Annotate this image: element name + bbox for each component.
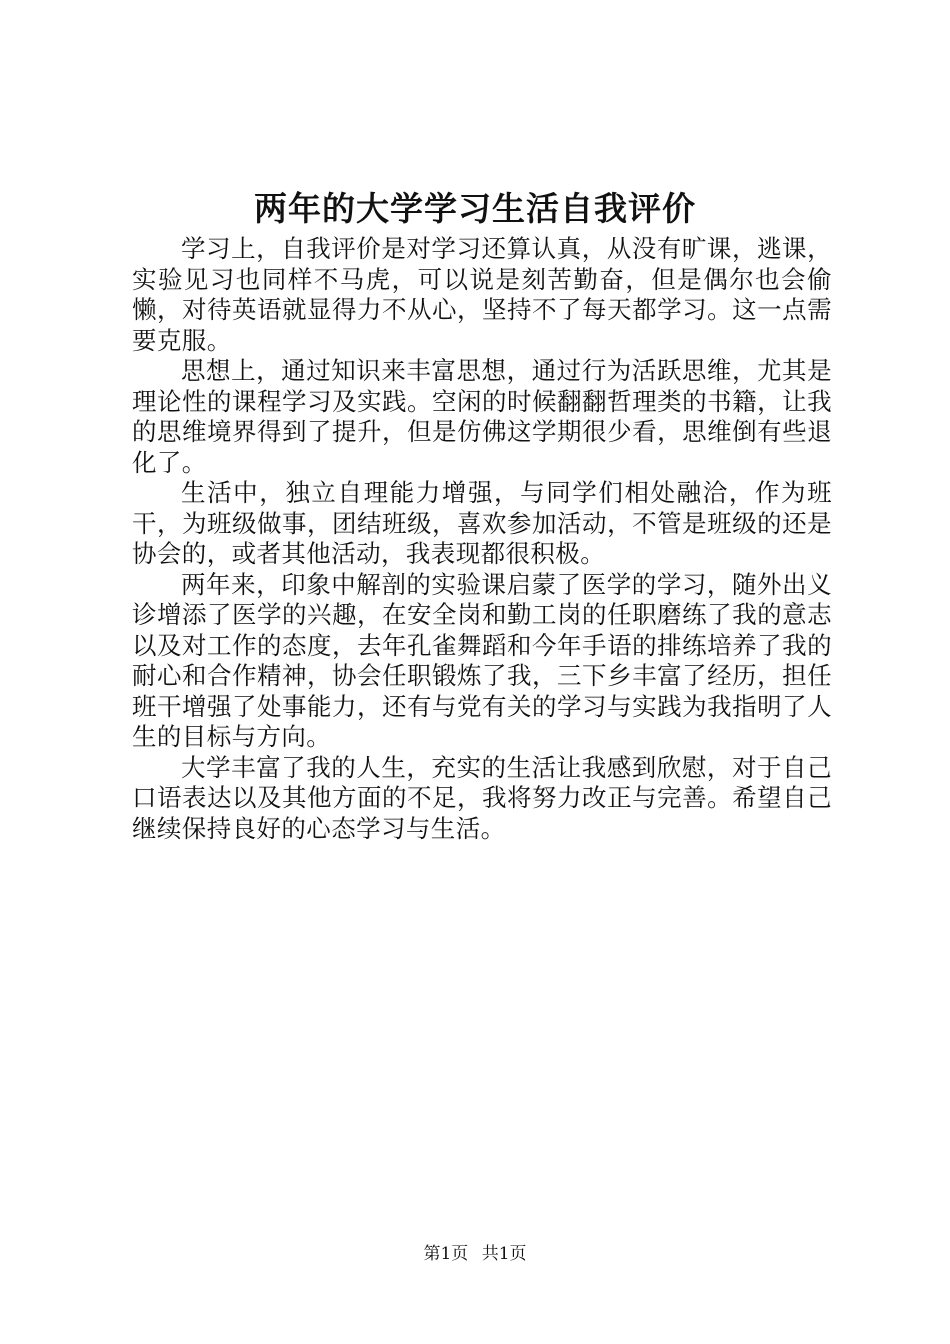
paragraph-study: 学习上，自我评价是对学习还算认真，从没有旷课，逃课，实验见习也同样不马虎，可以说是刻苦勤奋，但是偶尔也会偷懒，对待英语就显得力不从心，坚持不了每天都学习。这一点需要克服。	[132, 234, 832, 355]
page-footer	[0, 1242, 950, 1266]
paragraph-conclusion: 大学丰富了我的人生，充实的生活让我感到欣慰，对于自己口语表达以及其他方面的不足，我将努力改正与完善。希望自己继续保持良好的心态学习与生活。	[132, 752, 832, 843]
document-title: 两年的大学学习生活自我评价	[254, 189, 696, 228]
page-number: 第1页	[423, 1244, 469, 1264]
paragraph-two-years: 两年来，印象中解剖的实验课启蒙了医学的学习，随外出义诊增添了医学的兴趣，在安全岗和勤工岗的任职磨练了我的意志以及对工作的态度，去年孔雀舞蹈和今年手语的排练培养了我的耐心和合作精神，协会任职锻炼了我，三下乡丰富了经历，担任班干增强了处事能力，还有与党有关的学习与实践为我指明了人生的目标与方向。	[132, 569, 832, 751]
paragraph-life: 生活中，独立自理能力增强，与同学们相处融洽，作为班干，为班级做事，团结班级，喜欢参加活动，不管是班级的还是协会的，或者其他活动，我表现都很积极。	[132, 478, 832, 568]
page-total: 共1页	[481, 1244, 527, 1264]
paragraph-thought: 思想上，通过知识来丰富思想，通过行为活跃思维，尤其是理论性的课程学习及实践。空闲的时候翻翻哲理类的书籍，让我的思维境界得到了提升，但是仿佛这学期很少看，思维倒有些退化了。	[132, 356, 832, 477]
document-body	[132, 234, 832, 844]
